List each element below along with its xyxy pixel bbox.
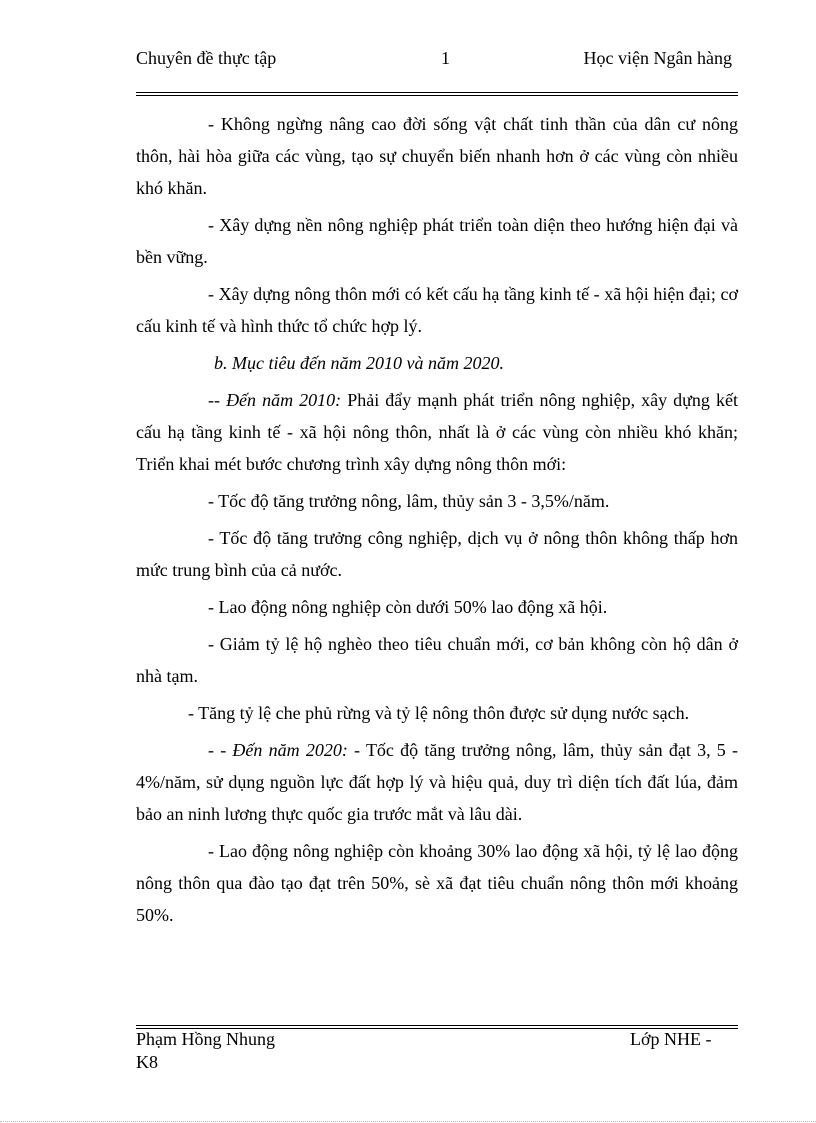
footer-author xyxy=(136,1028,275,1074)
paragraph-lead-italic: Đến năm 2010: xyxy=(226,390,342,410)
footer-author-cohort: K8 xyxy=(136,1052,158,1072)
footer-rule-top xyxy=(136,1025,738,1026)
paragraph: - Tốc độ tăng trưởng nông, lâm, thủy sản 3 - 3,5%/năm. xyxy=(208,491,610,511)
document-body xyxy=(136,108,738,936)
header-institution: Học viện Ngân hàng xyxy=(583,48,732,68)
paragraph: - Lao động nông nghiệp còn khoảng 30% lao động xã hội, tỷ lệ lao động nông thôn qua đào tạo đạt trên 50%, sè xã đạt tiêu chuẩn nông thôn mới khoảng 50%. xyxy=(136,841,738,925)
footer-author-name: Phạm Hồng Nhung xyxy=(136,1029,275,1049)
footer-class: Lớp NHE - xyxy=(630,1029,712,1049)
header-title: Chuyên đề thực tập xyxy=(136,48,277,68)
paragraph: - Lao động nông nghiệp còn dưới 50% lao động xã hội. xyxy=(208,597,608,617)
paragraph: - Xây dựng nền nông nghiệp phát triển toàn diện theo hướng hiện đại và bền vững. xyxy=(136,215,738,267)
paragraph-prefix: - - xyxy=(208,740,233,760)
paragraph: - Không ngừng nâng cao đời sống vật chất tinh thần của dân cư nông thôn, hài hòa giữa các vùng, tạo sự chuyển biến nhanh hơn ở các vùng còn nhiều khó khăn. xyxy=(136,114,738,198)
section-subheading: b. Mục tiêu đến năm 2010 và năm 2020. xyxy=(214,353,504,373)
paragraph: - Giảm tỷ lệ hộ nghèo theo tiêu chuẩn mới, cơ bản không còn hộ dân ở nhà tạm. xyxy=(136,634,738,686)
paragraph-prefix: -- xyxy=(208,390,227,410)
paragraph: - Tăng tỷ lệ che phủ rừng và tỷ lệ nông thôn được sử dụng nước sạch. xyxy=(188,703,690,723)
page-header xyxy=(136,48,738,76)
header-rule-top xyxy=(136,92,738,93)
paragraph-text: - Tốc độ tăng trưởng nông, lâm, thủy sản đạt 3, 5 - 4%/năm, sử dụng nguồn lực đất hợp lý và hiệu quả, duy trì diện tích đất lúa, đảm bảo an ninh lương thực quốc gia trước mắt và lâu dài. xyxy=(136,740,738,824)
paragraph: - Tốc độ tăng trưởng công nghiệp, dịch vụ ở nông thôn không thấp hơn mức trung bình của cả nước. xyxy=(136,528,738,580)
page-bottom-edge xyxy=(0,1121,816,1122)
paragraph xyxy=(136,734,738,830)
paragraph-lead-italic: Đến năm 2020: xyxy=(232,740,348,760)
paragraph xyxy=(136,384,738,480)
header-rule-bottom xyxy=(136,95,738,96)
paragraph-text: Phải đẩy mạnh phát triển nông nghiệp, xây dựng kết cấu hạ tầng kinh tế - xã hội nông thôn, nhất là ở các vùng còn nhiều khó khăn; Triển khai mét bước chương trình xây dựng nông thôn mới: xyxy=(136,390,738,474)
paragraph: - Xây dựng nông thôn mới có kết cấu hạ tầng kinh tế - xã hội hiện đại; cơ cấu kinh tế và hình thức tổ chức hợp lý. xyxy=(136,284,738,336)
page-number: 1 xyxy=(441,48,450,68)
